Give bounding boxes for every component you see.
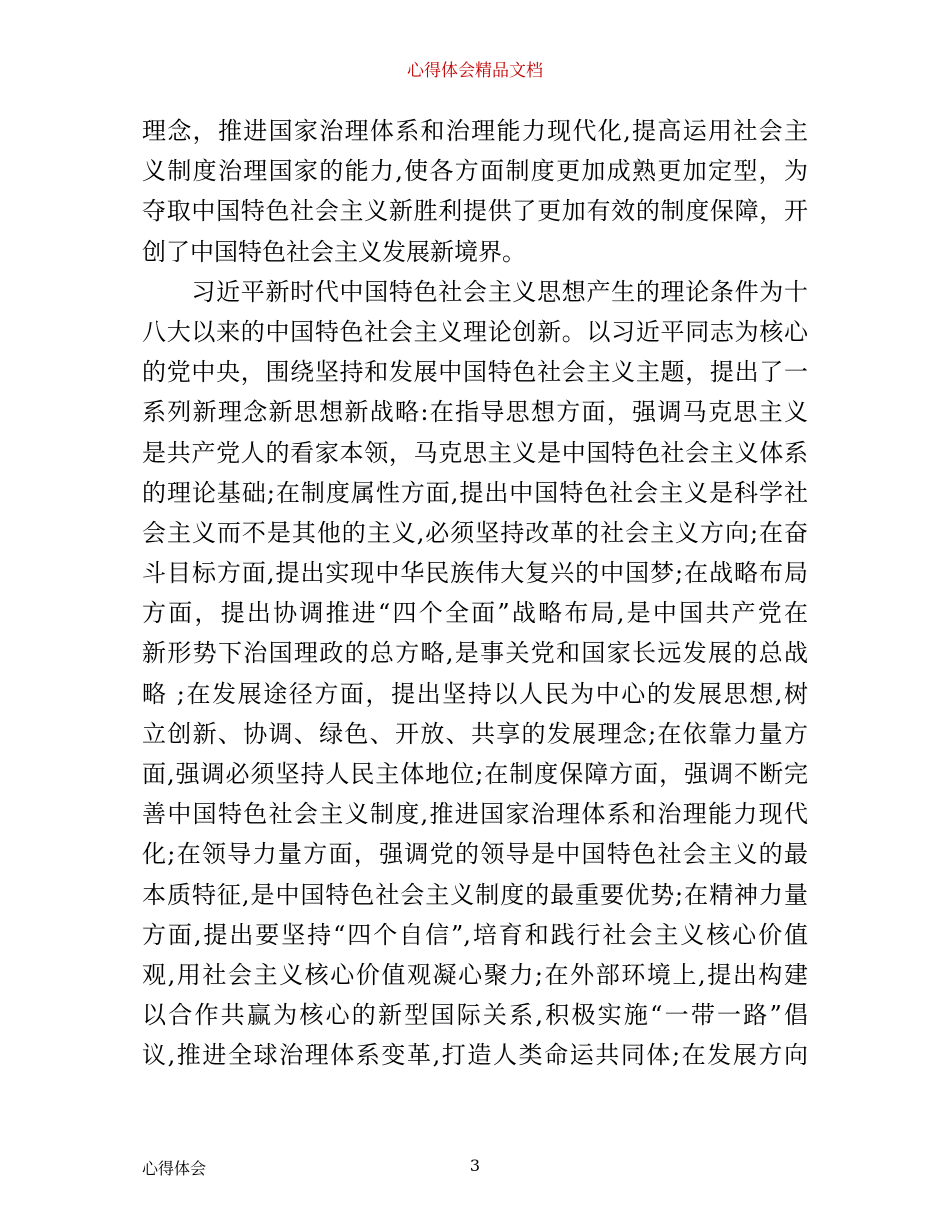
body-line-8: 系列新理念新思想新战略:在指导思想方面，强调马克思主义 bbox=[142, 398, 808, 427]
body-line-18: 善中国特色社会主义制度,推进国家治理体系和治理能力现代 bbox=[142, 800, 808, 829]
body-line-12: 斗目标方面,提出实现中华民族伟大复兴的中国梦;在战略布局 bbox=[142, 559, 808, 588]
document-body bbox=[142, 111, 808, 1076]
body-line-20: 本质特征,是中国特色社会主义制度的最重要优势;在精神力量 bbox=[142, 880, 808, 909]
body-line-7: 的党中央，围绕坚持和发展中国特色社会主义主题，提出了一 bbox=[142, 358, 808, 387]
body-line-19: 化;在领导力量方面，强调党的领导是中国特色社会主义的最 bbox=[142, 840, 808, 869]
body-line-13: 方面，提出协调推进“四个全面”战略布局,是中国共产党在 bbox=[142, 599, 808, 628]
body-line-6: 八大以来的中国特色社会主义理论创新。以习近平同志为核心 bbox=[142, 317, 808, 346]
body-line-23: 以合作共赢为核心的新型国际关系,积极实施“一带一路”倡 bbox=[142, 1001, 808, 1030]
body-line-10: 的理论基础;在制度属性方面,提出中国特色社会主义是科学社 bbox=[142, 478, 808, 507]
body-line-14: 新形势下治国理政的总方略,是事关党和国家长远发展的总战 bbox=[142, 639, 808, 668]
body-line-5: 习近平新时代中国特色社会主义思想产生的理论条件为十 bbox=[142, 277, 808, 306]
footer-label: 心得体会 bbox=[142, 1159, 207, 1178]
body-line-11: 会主义而不是其他的主义,必须坚持改革的社会主义方向;在奋 bbox=[142, 518, 808, 547]
body-line-22: 观,用社会主义核心价值观凝心聚力;在外部环境上,提出构建 bbox=[142, 960, 808, 989]
body-line-17: 面,强调必须坚持人民主体地位;在制度保障方面，强调不断完 bbox=[142, 760, 808, 788]
body-line-16: 立创新、协调、绿色、开放、共享的发展理念;在依靠力量方 bbox=[142, 719, 808, 748]
body-line-4: 创了中国特色社会主义发展新境界。 bbox=[142, 237, 526, 266]
body-line-15: 略 ;在发展途径方面，提出坚持以人民为中心的发展思想,树 bbox=[142, 679, 808, 708]
body-line-21: 方面,提出要坚持“四个自信”,培育和践行社会主义核心价值 bbox=[142, 920, 808, 949]
body-line-24: 议,推进全球治理体系变革,打造人类命运共同体;在发展方向 bbox=[142, 1041, 808, 1070]
body-line-1: 理念，推进国家治理体系和治理能力现代化,提高运用社会主 bbox=[142, 117, 808, 145]
body-line-9: 是共产党人的看家本领，马克思主义是中国特色社会主义体系 bbox=[142, 438, 808, 467]
body-line-3: 夺取中国特色社会主义新胜利提供了更加有效的制度保障，开 bbox=[142, 197, 808, 226]
body-line-2: 义制度治理国家的能力,使各方面制度更加成熟更加定型，为 bbox=[142, 157, 808, 186]
document-header-title: 心得体会精品文档 bbox=[407, 61, 543, 81]
page-number: 3 bbox=[469, 1156, 481, 1175]
